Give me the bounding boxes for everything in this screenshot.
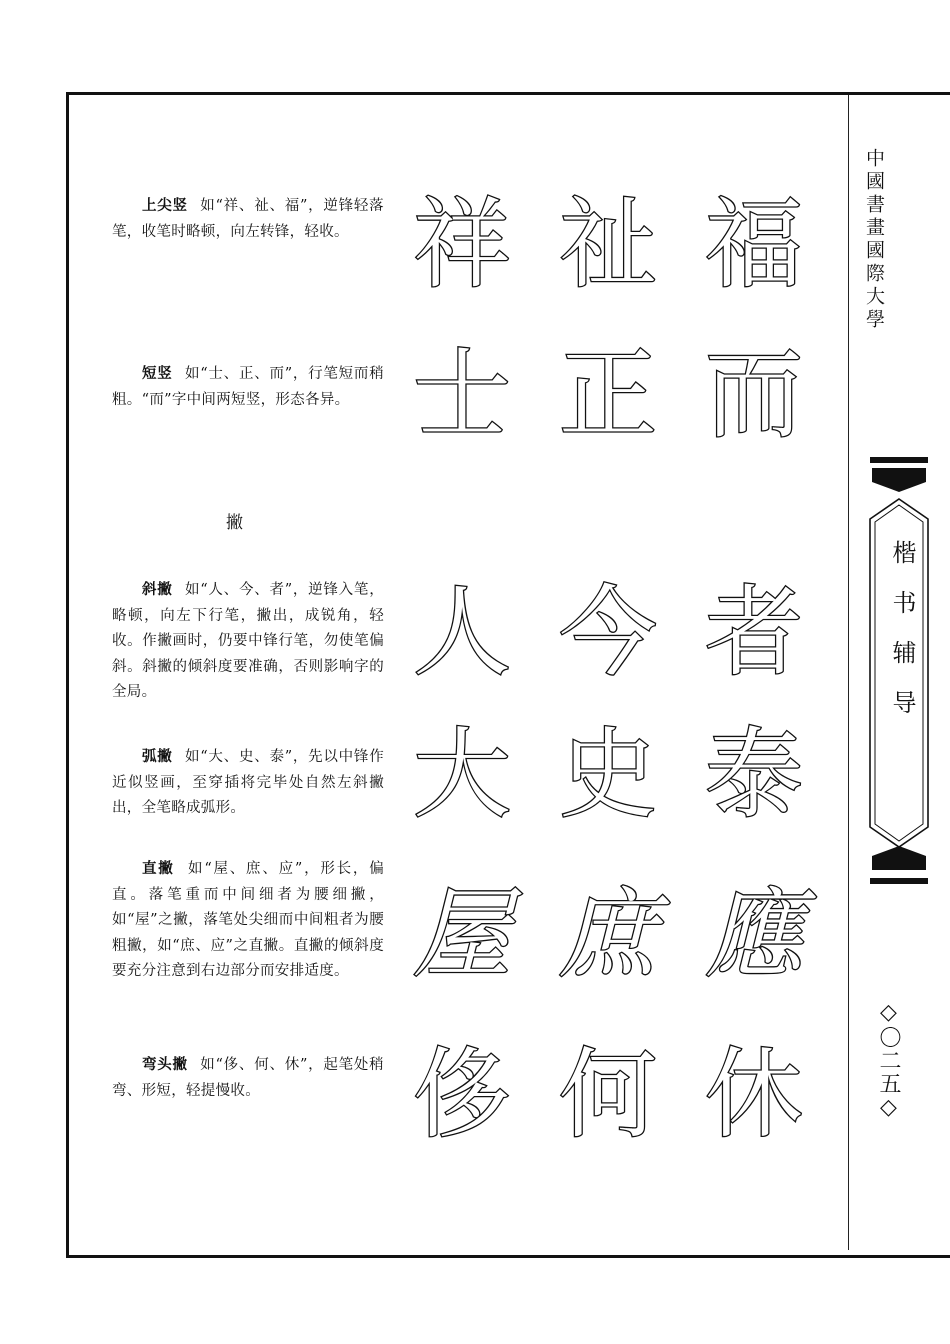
entry-text: 如“祥、祉、福”，逆锋轻落笔，收笔时略顿，向左转锋，轻收。 xyxy=(112,198,384,240)
specimen-glyph: 屋 xyxy=(412,878,511,992)
entry-curved-left-falling xyxy=(112,744,384,822)
specimen-glyph: 而 xyxy=(704,338,803,452)
entry-term: 弯头撇 xyxy=(142,1056,188,1073)
specimen-glyph: 士 xyxy=(412,338,511,452)
entry-term: 弧撇 xyxy=(142,748,173,765)
specimen-glyph: 福 xyxy=(704,188,803,302)
specimen-glyph: 大 xyxy=(412,718,511,832)
entry-text: 如“屋、庶、应”，形长，偏直。落笔重而中间细者为腰细撇，如“屋”之撇，落笔处尖细而中间粗者为腰粗撇，如“庶、应”之直撇。直撇的倾斜度要充分注意到右边部分而安排适度。 xyxy=(112,861,384,979)
specimen-glyph: 史 xyxy=(558,718,657,832)
sidebar-divider xyxy=(848,95,849,1250)
entry-text: 如“侈、何、休”，起笔处稍弯、形短，轻提慢收。 xyxy=(112,1057,384,1099)
entry-term: 短竖 xyxy=(142,365,173,382)
entry-upper-pointed-vertical xyxy=(112,193,384,245)
specimen-glyph: 庶 xyxy=(558,878,657,992)
entry-term: 直撇 xyxy=(142,860,175,877)
section-heading: 撇 xyxy=(226,513,243,533)
entry-short-vertical xyxy=(112,361,384,413)
book-title: 楷书辅导 xyxy=(888,540,916,740)
specimen-glyph: 泰 xyxy=(704,718,803,832)
entry-text: 如“大、史、泰”，先以中锋作近似竖画，至穿插将完毕处自然左斜撇出，全笔略成弧形。 xyxy=(112,749,384,816)
entry-slanted-left-falling xyxy=(112,577,384,706)
entry-term: 上尖竖 xyxy=(142,197,188,214)
entry-straight-left-falling xyxy=(112,856,384,985)
banner-bottom-bar xyxy=(870,878,928,884)
banner-top-cap xyxy=(872,468,926,492)
entry-text: 如“人、今、者”，逆锋入笔，略顿，向左下行笔，撇出，成锐角，轻收。作撇画时，仍要中锋行笔，勿使笔偏斜。斜撇的倾斜度要准确，否则影响字的全局。 xyxy=(112,582,384,700)
specimen-glyph: 侈 xyxy=(412,1038,511,1152)
specimen-glyph: 應 xyxy=(704,878,803,992)
specimen-glyph: 人 xyxy=(412,576,511,690)
entry-term: 斜撇 xyxy=(142,581,173,598)
banner-bottom-cap xyxy=(872,846,926,870)
entry-text: 如“士、正、而”，行笔短而稍粗。“而”字中间两短竖，形态各异。 xyxy=(112,366,384,408)
page-number: ◇〇二五◇ xyxy=(876,1000,901,1121)
series-title: 中國書畫國際大學 xyxy=(863,148,885,332)
banner-top-bar xyxy=(870,457,928,463)
specimen-glyph: 今 xyxy=(558,576,657,690)
specimen-glyph: 祉 xyxy=(558,188,657,302)
specimen-glyph: 正 xyxy=(558,338,657,452)
specimen-glyph: 休 xyxy=(704,1038,803,1152)
specimen-glyph: 者 xyxy=(704,576,803,690)
specimen-glyph: 祥 xyxy=(412,188,511,302)
entry-hooked-head-left-falling xyxy=(112,1052,384,1104)
specimen-glyph: 何 xyxy=(558,1038,657,1152)
